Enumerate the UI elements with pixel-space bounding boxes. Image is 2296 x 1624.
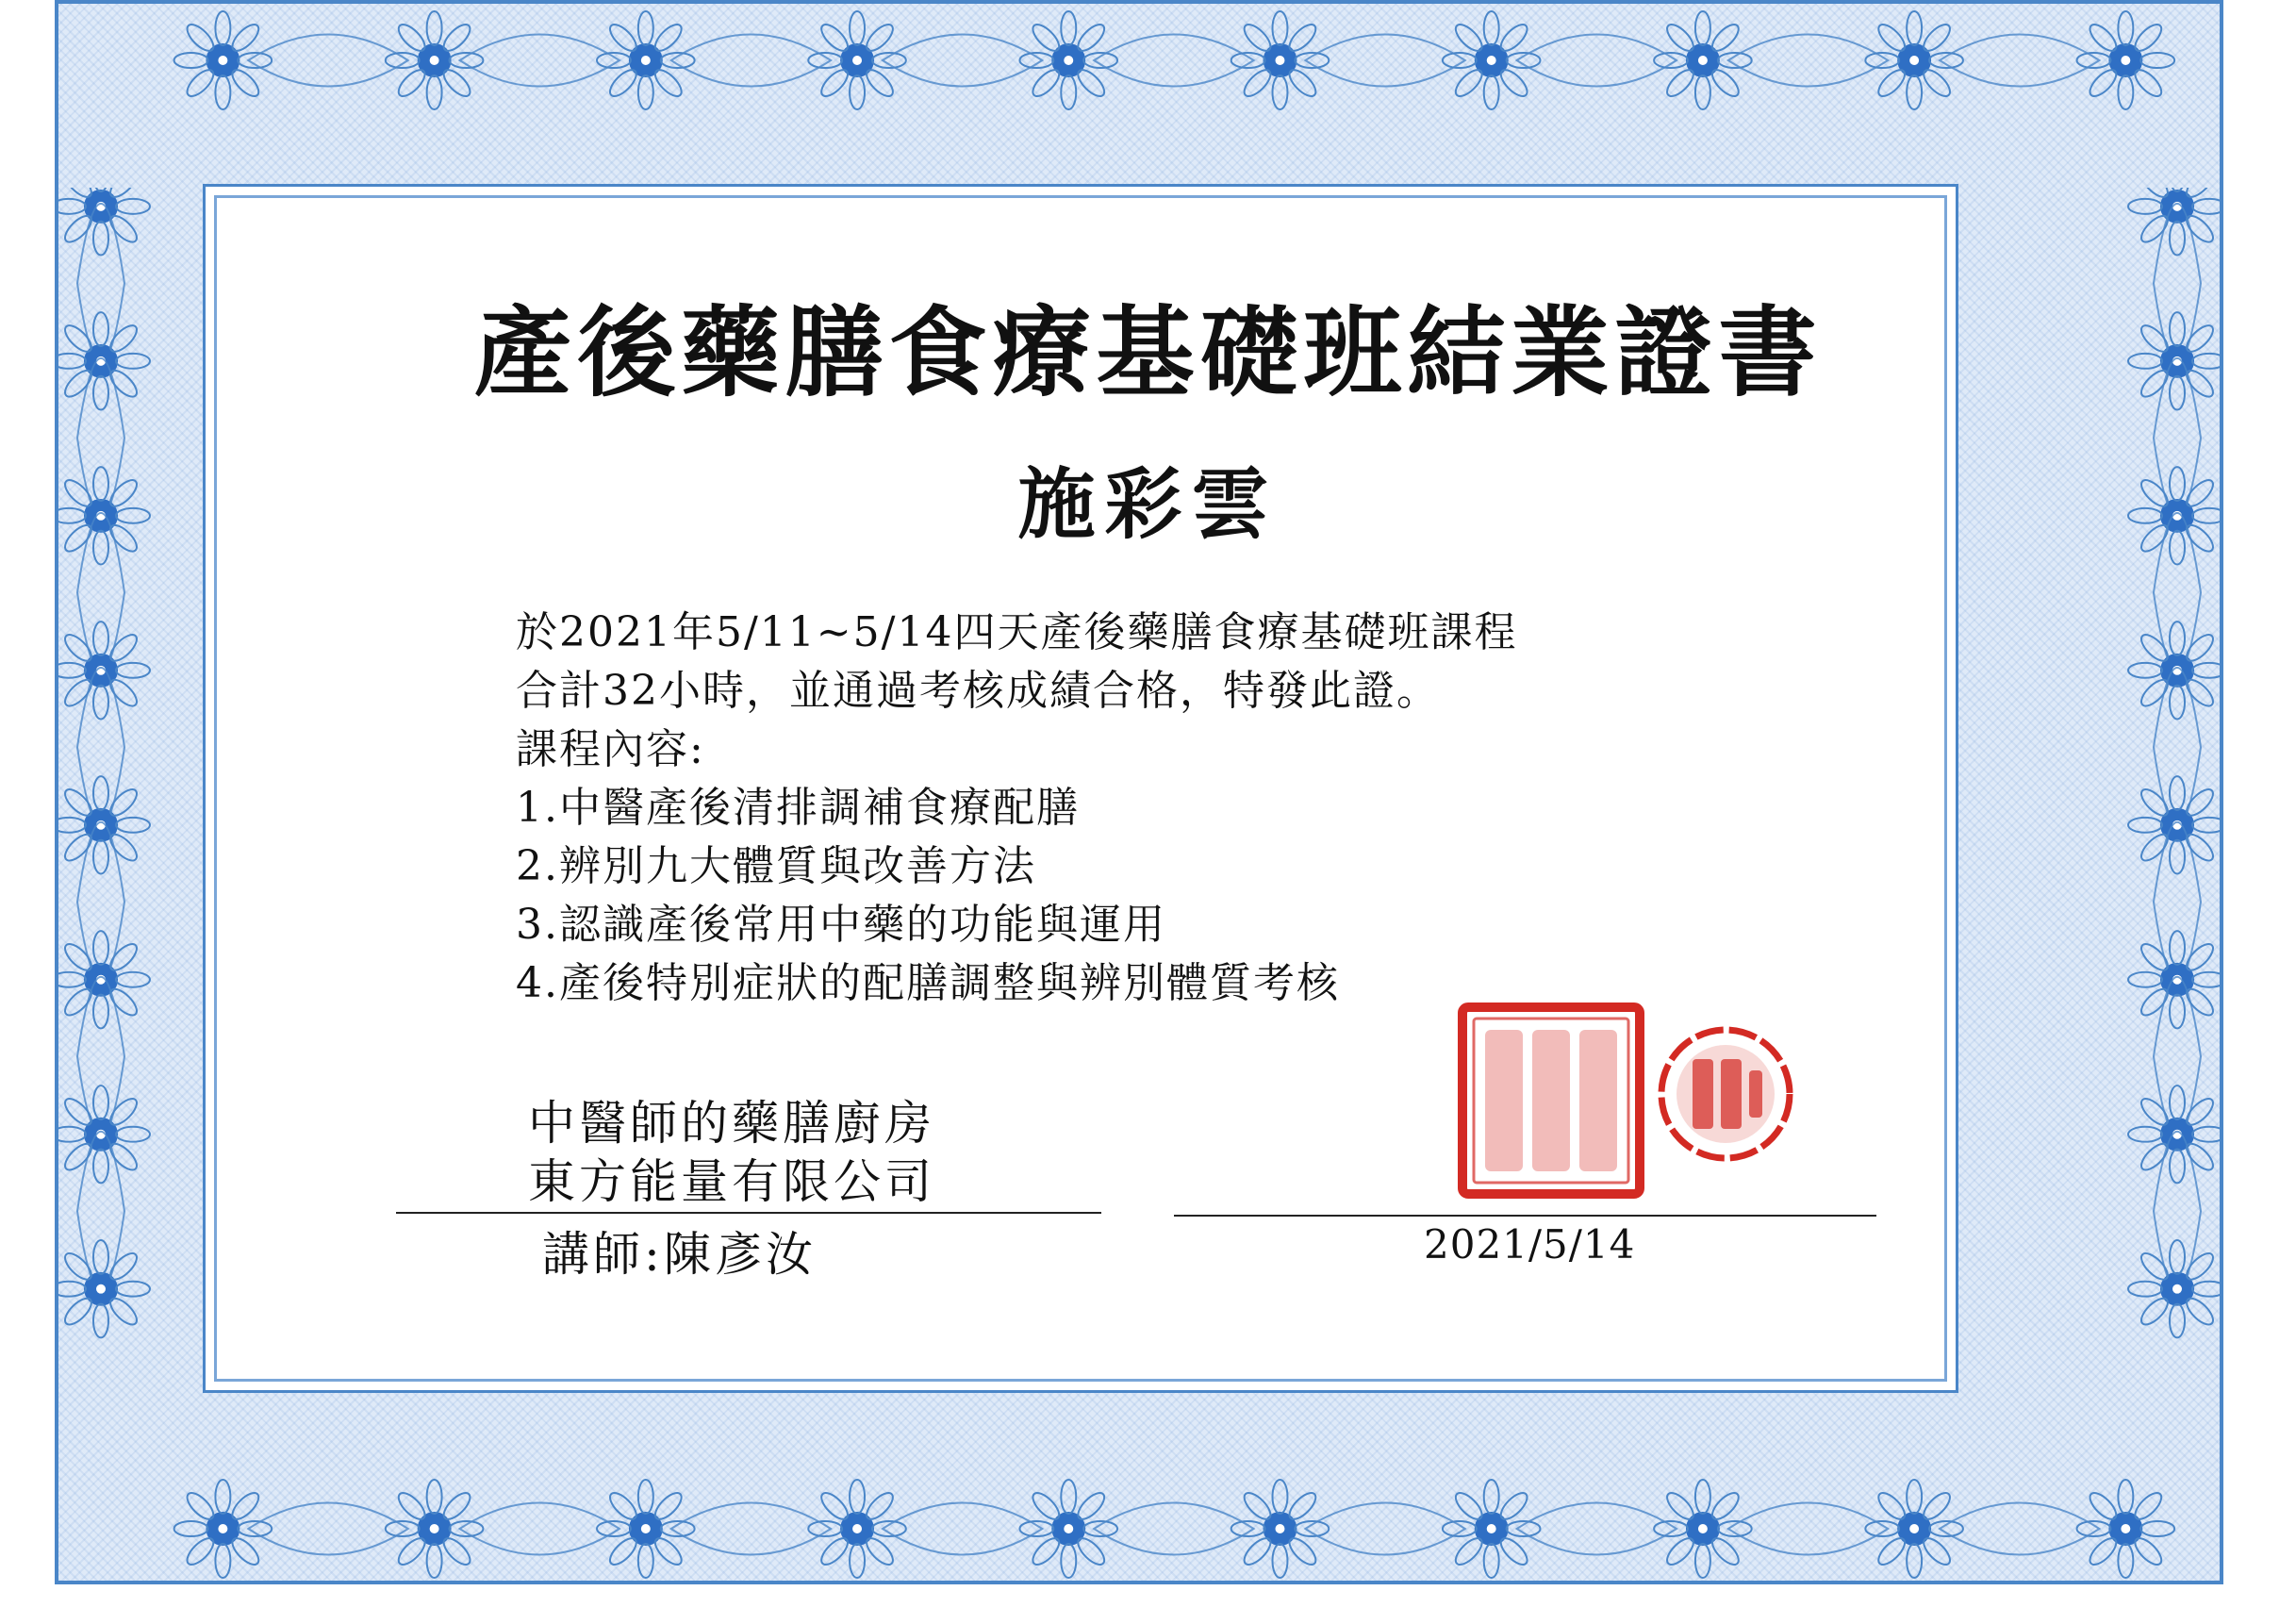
border-star-icon [2128,931,2220,1028]
border-diamond-ornament [77,1132,124,1291]
signature-line-right [1174,1215,1876,1217]
border-star-icon [58,1240,150,1337]
border-star-icon [1865,1480,1963,1578]
border-star-icon [174,1480,273,1578]
border-diamond-ornament [77,822,124,982]
body-line-hours: 合計32小時，並通過考核成績合格，特發此證。 [516,667,1440,715]
border-star-icon [1019,1480,1117,1578]
border-star-icon [58,931,150,1028]
signature-line-left [396,1212,1101,1214]
border-star-icon [2077,1480,2175,1578]
border-star-icon [58,1085,150,1183]
border-diamond-ornament [2154,1132,2201,1291]
border-diamond-ornament [2154,668,2201,827]
border-star-icon [1654,1480,1752,1578]
guilloche-pattern-top [58,4,2220,188]
border-diamond-ornament [2154,977,2201,1136]
border-diamond-ornament [77,668,124,827]
certificate-title: 產後藥膳食療基礎班結業證書 [473,294,1823,410]
instructor-name: 講師:陳彥汝 [542,1227,817,1282]
border-band-top [58,4,2220,188]
border-star-icon [58,188,150,256]
course-item-3: 3.認識產後常用中藥的功能與運用 [516,901,1166,949]
border-star-icon [2128,1240,2220,1337]
border-star-icon [1231,1480,1330,1578]
border-star-icon [1654,11,1752,109]
guilloche-pattern-bottom [58,1397,2220,1581]
border-star-icon [386,1480,484,1578]
border-star-icon [58,776,150,873]
border-band-bottom [58,1397,2220,1581]
personal-seal-stamp [1655,1023,1796,1165]
company-seal-stamp [1457,1002,1645,1200]
recipient-name: 施彩雲 [1017,459,1279,550]
personal-seal [1655,1023,1796,1165]
border-star-icon [808,11,906,109]
border-star-icon [808,1480,906,1578]
border-star-icon [597,1480,695,1578]
course-item-4: 4.產後特別症狀的配膳調整與辨別體質考核 [516,959,1340,1007]
border-star-icon [1019,11,1117,109]
border-star-icon [2128,621,2220,719]
border-star-icon [58,621,150,719]
course-item-2: 2.辨別九大體質與改善方法 [516,842,1036,890]
issuer-kitchen-name: 中醫師的藥膳廚房 [528,1096,935,1151]
body-line-date-range: 於2021年5/11~5/14四天產後藥膳食療基礎班課程 [516,608,1518,656]
border-star-icon [174,11,273,109]
certificate-body [516,604,1647,1013]
border-star-icon [2128,776,2220,873]
course-item-1: 1.中醫產後清排調補食療配膳 [516,784,1080,832]
border-star-icon [2128,1085,2220,1183]
issue-date: 2021/5/14 [1424,1221,1636,1268]
border-star-icon [2077,11,2175,109]
border-star-icon [597,11,695,109]
issuer-block [528,1094,935,1211]
border-star-icon [386,11,484,109]
border-star-icon [1443,1480,1541,1578]
border-diamond-ornament [2154,822,2201,982]
border-star-icon [1443,11,1541,109]
issuer-company-name: 東方能量有限公司 [528,1154,935,1209]
course-content-heading: 課程內容: [516,725,705,773]
border-star-icon [1865,11,1963,109]
border-star-icon [2128,188,2220,256]
border-star-icon [1231,11,1330,109]
company-seal [1457,1002,1645,1200]
border-diamond-ornament [77,977,124,1136]
